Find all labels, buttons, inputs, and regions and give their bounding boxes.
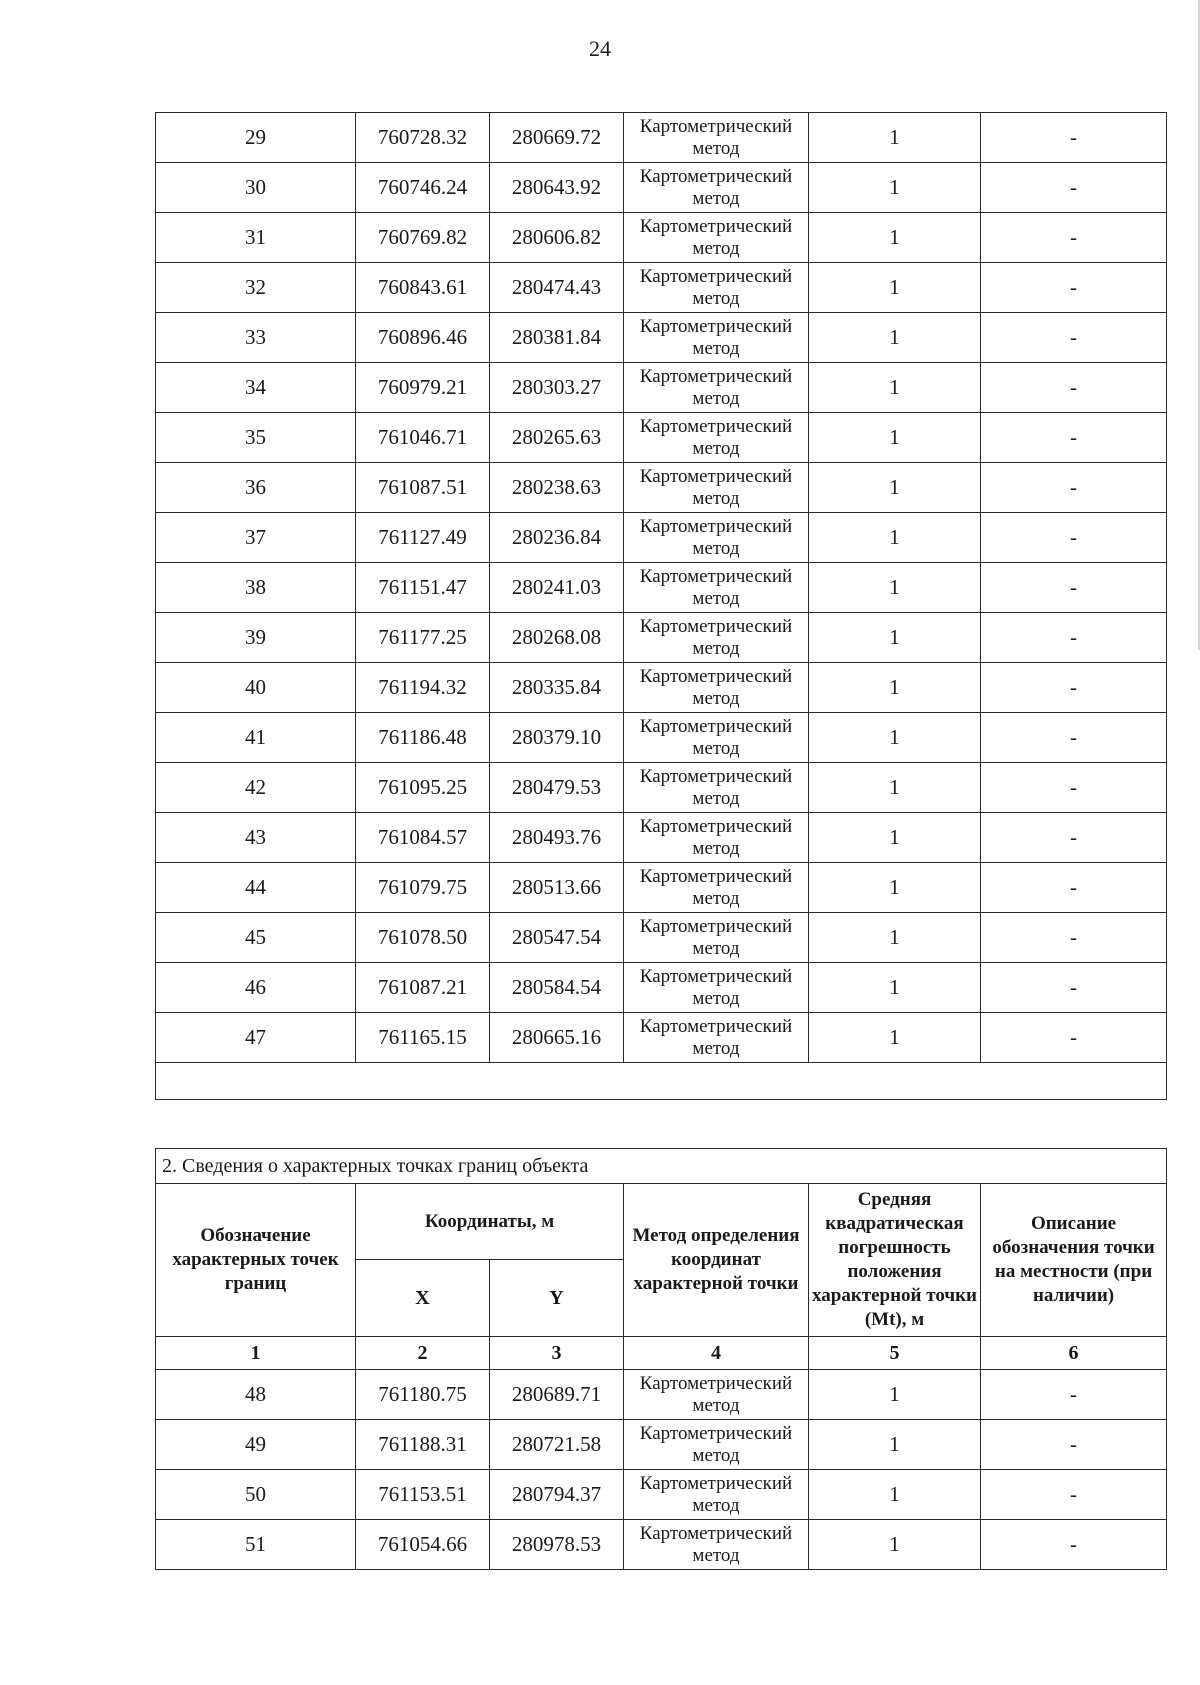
mt-cell: 1 bbox=[809, 263, 981, 313]
description-cell: - bbox=[981, 1470, 1167, 1520]
method-cell: Картометрический метод bbox=[624, 863, 809, 913]
mt-cell: 1 bbox=[809, 613, 981, 663]
y-coordinate-cell: 280606.82 bbox=[490, 213, 624, 263]
point-number-cell: 42 bbox=[156, 763, 356, 813]
y-coordinate-cell: 280643.92 bbox=[490, 163, 624, 213]
x-coordinate-cell: 761177.25 bbox=[356, 613, 490, 663]
y-coordinate-cell: 280794.37 bbox=[490, 1470, 624, 1520]
point-number-cell: 35 bbox=[156, 413, 356, 463]
x-coordinate-cell: 760979.21 bbox=[356, 363, 490, 413]
x-coordinate-cell: 761186.48 bbox=[356, 713, 490, 763]
y-coordinate-cell: 280379.10 bbox=[490, 713, 624, 763]
point-number-cell: 45 bbox=[156, 913, 356, 963]
point-number-cell: 48 bbox=[156, 1370, 356, 1420]
method-cell: Картометрический метод bbox=[624, 163, 809, 213]
y-coordinate-cell: 280335.84 bbox=[490, 663, 624, 713]
boundary-points-table bbox=[155, 1148, 1167, 1570]
point-number-cell: 39 bbox=[156, 613, 356, 663]
table1-body bbox=[156, 113, 1167, 1100]
column-number: 5 bbox=[809, 1337, 981, 1370]
point-number-cell: 38 bbox=[156, 563, 356, 613]
header-method: Метод определения координат характерной точки bbox=[624, 1184, 809, 1337]
method-cell: Картометрический метод bbox=[624, 563, 809, 613]
x-coordinate-cell: 760843.61 bbox=[356, 263, 490, 313]
mt-cell: 1 bbox=[809, 913, 981, 963]
point-number-cell: 43 bbox=[156, 813, 356, 863]
y-coordinate-cell: 280479.53 bbox=[490, 763, 624, 813]
method-cell: Картометрический метод bbox=[624, 813, 809, 863]
point-number-cell: 41 bbox=[156, 713, 356, 763]
description-cell: - bbox=[981, 563, 1167, 613]
method-cell: Картометрический метод bbox=[624, 363, 809, 413]
boundary-points-table-continued bbox=[155, 112, 1167, 1100]
point-number-cell: 47 bbox=[156, 1013, 356, 1063]
x-coordinate-cell: 761127.49 bbox=[356, 513, 490, 563]
x-coordinate-cell: 761046.71 bbox=[356, 413, 490, 463]
point-number-cell: 46 bbox=[156, 963, 356, 1013]
point-number-cell: 51 bbox=[156, 1520, 356, 1570]
table-row bbox=[156, 263, 1167, 313]
column-number: 1 bbox=[156, 1337, 356, 1370]
method-cell: Картометрический метод bbox=[624, 713, 809, 763]
y-coordinate-cell: 280241.03 bbox=[490, 563, 624, 613]
mt-cell: 1 bbox=[809, 563, 981, 613]
point-number-cell: 37 bbox=[156, 513, 356, 563]
table-row bbox=[156, 113, 1167, 163]
description-cell: - bbox=[981, 963, 1167, 1013]
y-coordinate-cell: 280689.71 bbox=[490, 1370, 624, 1420]
point-number-cell: 40 bbox=[156, 663, 356, 713]
description-cell: - bbox=[981, 1013, 1167, 1063]
header-coordinates: Координаты, м bbox=[356, 1184, 624, 1260]
y-coordinate-cell: 280265.63 bbox=[490, 413, 624, 463]
empty-cell bbox=[156, 1063, 1167, 1100]
y-coordinate-cell: 280721.58 bbox=[490, 1420, 624, 1470]
column-number: 6 bbox=[981, 1337, 1167, 1370]
table-row bbox=[156, 1370, 1167, 1420]
point-number-cell: 29 bbox=[156, 113, 356, 163]
description-cell: - bbox=[981, 763, 1167, 813]
description-cell: - bbox=[981, 613, 1167, 663]
header-y: Y bbox=[490, 1260, 624, 1337]
method-cell: Картометрический метод bbox=[624, 1013, 809, 1063]
x-coordinate-cell: 761054.66 bbox=[356, 1520, 490, 1570]
x-coordinate-cell: 761084.57 bbox=[356, 813, 490, 863]
table-row bbox=[156, 163, 1167, 213]
description-cell: - bbox=[981, 313, 1167, 363]
method-cell: Картометрический метод bbox=[624, 213, 809, 263]
method-cell: Картометрический метод bbox=[624, 1370, 809, 1420]
table-row bbox=[156, 413, 1167, 463]
y-coordinate-cell: 280584.54 bbox=[490, 963, 624, 1013]
x-coordinate-cell: 760728.32 bbox=[356, 113, 490, 163]
method-cell: Картометрический метод bbox=[624, 663, 809, 713]
point-number-cell: 31 bbox=[156, 213, 356, 263]
y-coordinate-cell: 280236.84 bbox=[490, 513, 624, 563]
y-coordinate-cell: 280474.43 bbox=[490, 263, 624, 313]
table-row bbox=[156, 1420, 1167, 1470]
table-row bbox=[156, 513, 1167, 563]
page-number: 24 bbox=[589, 36, 611, 61]
y-coordinate-cell: 280303.27 bbox=[490, 363, 624, 413]
point-number-cell: 32 bbox=[156, 263, 356, 313]
mt-cell: 1 bbox=[809, 463, 981, 513]
description-cell: - bbox=[981, 663, 1167, 713]
table-row bbox=[156, 363, 1167, 413]
x-coordinate-cell: 760746.24 bbox=[356, 163, 490, 213]
header-mt: Средняя квадратическая погрешность положения характерной точки (Mt), м bbox=[809, 1184, 981, 1337]
y-coordinate-cell: 280268.08 bbox=[490, 613, 624, 663]
y-coordinate-cell: 280978.53 bbox=[490, 1520, 624, 1570]
mt-cell: 1 bbox=[809, 213, 981, 263]
method-cell: Картометрический метод bbox=[624, 913, 809, 963]
x-coordinate-cell: 760769.82 bbox=[356, 213, 490, 263]
y-coordinate-cell: 280513.66 bbox=[490, 863, 624, 913]
description-cell: - bbox=[981, 363, 1167, 413]
table-row bbox=[156, 463, 1167, 513]
mt-cell: 1 bbox=[809, 763, 981, 813]
header-point-designation: Обозначение характерных точек границ bbox=[156, 1184, 356, 1337]
y-coordinate-cell: 280669.72 bbox=[490, 113, 624, 163]
table-row bbox=[156, 763, 1167, 813]
mt-cell: 1 bbox=[809, 513, 981, 563]
method-cell: Картометрический метод bbox=[624, 613, 809, 663]
mt-cell: 1 bbox=[809, 1420, 981, 1470]
method-cell: Картометрический метод bbox=[624, 1470, 809, 1520]
description-cell: - bbox=[981, 513, 1167, 563]
column-number: 4 bbox=[624, 1337, 809, 1370]
mt-cell: 1 bbox=[809, 863, 981, 913]
method-cell: Картометрический метод bbox=[624, 513, 809, 563]
table-row bbox=[156, 213, 1167, 263]
table-row bbox=[156, 663, 1167, 713]
y-coordinate-cell: 280381.84 bbox=[490, 313, 624, 363]
x-coordinate-cell: 761151.47 bbox=[356, 563, 490, 613]
description-cell: - bbox=[981, 263, 1167, 313]
description-cell: - bbox=[981, 413, 1167, 463]
y-coordinate-cell: 280547.54 bbox=[490, 913, 624, 963]
table-row bbox=[156, 1013, 1167, 1063]
description-cell: - bbox=[981, 163, 1167, 213]
x-coordinate-cell: 761165.15 bbox=[356, 1013, 490, 1063]
mt-cell: 1 bbox=[809, 1370, 981, 1420]
y-coordinate-cell: 280665.16 bbox=[490, 1013, 624, 1063]
x-coordinate-cell: 761188.31 bbox=[356, 1420, 490, 1470]
point-number-cell: 36 bbox=[156, 463, 356, 513]
description-cell: - bbox=[981, 813, 1167, 863]
table-row bbox=[156, 313, 1167, 363]
column-number: 2 bbox=[356, 1337, 490, 1370]
point-number-cell: 33 bbox=[156, 313, 356, 363]
column-number: 3 bbox=[490, 1337, 624, 1370]
table2-body bbox=[156, 1370, 1167, 1570]
empty-row bbox=[156, 1063, 1167, 1100]
description-cell: - bbox=[981, 713, 1167, 763]
description-cell: - bbox=[981, 913, 1167, 963]
header-description: Описание обозначения точки на местности (при наличии) bbox=[981, 1184, 1167, 1337]
x-coordinate-cell: 761078.50 bbox=[356, 913, 490, 963]
y-coordinate-cell: 280238.63 bbox=[490, 463, 624, 513]
point-number-cell: 30 bbox=[156, 163, 356, 213]
x-coordinate-cell: 761087.51 bbox=[356, 463, 490, 513]
description-cell: - bbox=[981, 863, 1167, 913]
method-cell: Картометрический метод bbox=[624, 413, 809, 463]
point-number-cell: 50 bbox=[156, 1470, 356, 1520]
x-coordinate-cell: 761153.51 bbox=[356, 1470, 490, 1520]
method-cell: Картометрический метод bbox=[624, 763, 809, 813]
table-row bbox=[156, 563, 1167, 613]
description-cell: - bbox=[981, 1520, 1167, 1570]
description-cell: - bbox=[981, 213, 1167, 263]
mt-cell: 1 bbox=[809, 1470, 981, 1520]
method-cell: Картометрический метод bbox=[624, 113, 809, 163]
method-cell: Картометрический метод bbox=[624, 1420, 809, 1470]
mt-cell: 1 bbox=[809, 813, 981, 863]
method-cell: Картометрический метод bbox=[624, 313, 809, 363]
description-cell: - bbox=[981, 113, 1167, 163]
table-row bbox=[156, 913, 1167, 963]
table-row bbox=[156, 963, 1167, 1013]
mt-cell: 1 bbox=[809, 313, 981, 363]
x-coordinate-cell: 761079.75 bbox=[356, 863, 490, 913]
x-coordinate-cell: 761087.21 bbox=[356, 963, 490, 1013]
mt-cell: 1 bbox=[809, 1013, 981, 1063]
mt-cell: 1 bbox=[809, 163, 981, 213]
table-row bbox=[156, 613, 1167, 663]
mt-cell: 1 bbox=[809, 713, 981, 763]
description-cell: - bbox=[981, 463, 1167, 513]
table-row bbox=[156, 863, 1167, 913]
method-cell: Картометрический метод bbox=[624, 463, 809, 513]
table-row bbox=[156, 1520, 1167, 1570]
point-number-cell: 44 bbox=[156, 863, 356, 913]
x-coordinate-cell: 761095.25 bbox=[356, 763, 490, 813]
point-number-cell: 49 bbox=[156, 1420, 356, 1470]
y-coordinate-cell: 280493.76 bbox=[490, 813, 624, 863]
mt-cell: 1 bbox=[809, 963, 981, 1013]
table-row bbox=[156, 813, 1167, 863]
method-cell: Картометрический метод bbox=[624, 263, 809, 313]
description-cell: - bbox=[981, 1370, 1167, 1420]
mt-cell: 1 bbox=[809, 113, 981, 163]
point-number-cell: 34 bbox=[156, 363, 356, 413]
x-coordinate-cell: 761194.32 bbox=[356, 663, 490, 713]
method-cell: Картометрический метод bbox=[624, 1520, 809, 1570]
x-coordinate-cell: 760896.46 bbox=[356, 313, 490, 363]
mt-cell: 1 bbox=[809, 1520, 981, 1570]
mt-cell: 1 bbox=[809, 663, 981, 713]
x-coordinate-cell: 761180.75 bbox=[356, 1370, 490, 1420]
description-cell: - bbox=[981, 1420, 1167, 1470]
header-x: X bbox=[356, 1260, 490, 1337]
table-caption: 2. Сведения о характерных точках границ объекта bbox=[156, 1149, 1167, 1184]
table-row bbox=[156, 1470, 1167, 1520]
method-cell: Картометрический метод bbox=[624, 963, 809, 1013]
table-row bbox=[156, 713, 1167, 763]
mt-cell: 1 bbox=[809, 413, 981, 463]
mt-cell: 1 bbox=[809, 363, 981, 413]
